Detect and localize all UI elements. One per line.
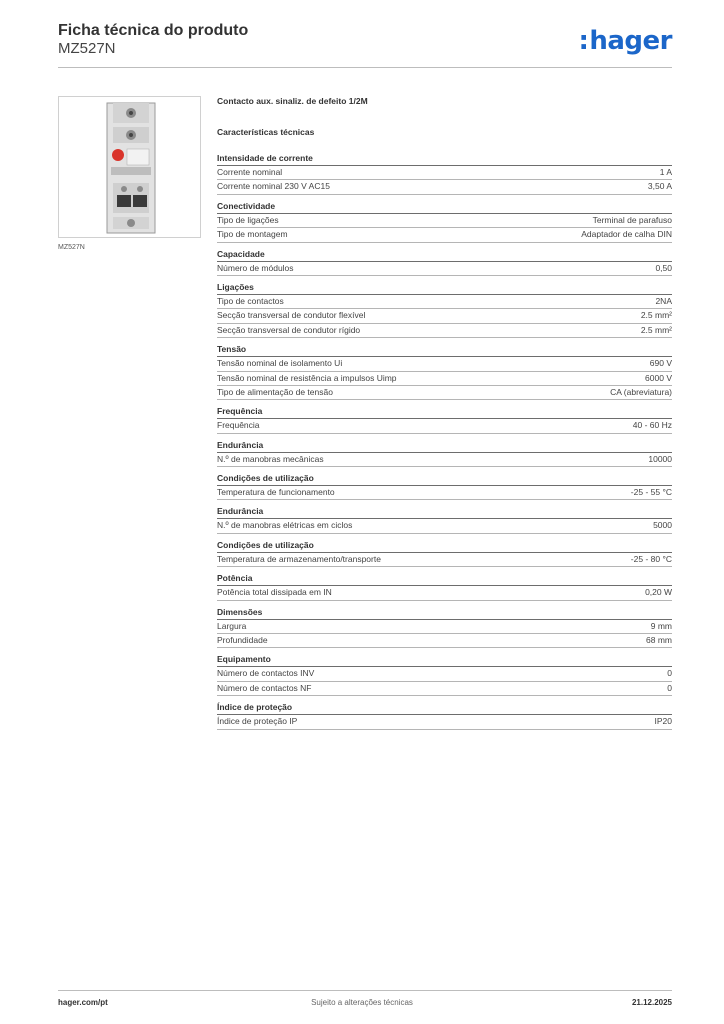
spec-label: Corrente nominal 230 V AC15 <box>217 181 330 192</box>
spec-value: 0 <box>667 668 672 679</box>
spec-section <box>217 572 672 600</box>
spec-value: 68 mm <box>646 635 672 646</box>
spec-row <box>217 262 672 276</box>
spec-section <box>217 152 672 195</box>
spec-value: 2.5 mm² <box>640 310 672 321</box>
hager-logo: :hager <box>578 26 672 56</box>
spec-label: Secção transversal de condutor flexível <box>217 310 366 321</box>
section-heading: Equipamento <box>217 653 672 667</box>
spec-label: Largura <box>217 620 247 631</box>
spec-value: 0,50 <box>655 262 672 273</box>
page-title: Ficha técnica do produto <box>58 22 249 39</box>
spec-row <box>217 180 672 194</box>
spec-label: Número de contactos NF <box>217 682 312 693</box>
spec-section <box>217 405 672 433</box>
spec-value: 2.5 mm² <box>640 324 672 335</box>
spec-section <box>217 248 672 276</box>
spec-section <box>217 472 672 500</box>
spec-value: -25 - 80 °C <box>630 553 672 564</box>
section-heading: Ligações <box>217 281 672 295</box>
section-heading: Condições de utilização <box>217 472 672 486</box>
spec-row <box>217 295 672 309</box>
spec-row <box>217 634 672 648</box>
spec-row <box>217 553 672 567</box>
spec-section <box>217 439 672 467</box>
characteristics-title: Características técnicas <box>217 127 315 137</box>
spec-label: Potência total dissipada em IN <box>217 587 332 598</box>
spec-value: IP20 <box>654 716 672 727</box>
page-header <box>58 20 672 68</box>
spec-value: 5000 <box>653 520 672 531</box>
spec-label: Frequência <box>217 420 260 431</box>
spec-label: Secção transversal de condutor rígido <box>217 324 361 335</box>
spec-value: CA (abreviatura) <box>610 386 672 397</box>
spec-row <box>217 214 672 228</box>
spec-label: Índice de proteção IP <box>217 716 298 727</box>
spec-label: N.º de manobras mecânicas <box>217 453 324 464</box>
spec-label: Tipo de ligações <box>217 214 279 225</box>
spec-label: Número de módulos <box>217 262 294 273</box>
spec-section <box>217 701 672 729</box>
section-heading: Dimensões <box>217 606 672 620</box>
spec-value: -25 - 55 °C <box>630 487 672 498</box>
spec-section <box>217 281 672 338</box>
spec-value: 3,50 A <box>647 181 672 192</box>
footer-date: 21.12.2025 <box>631 998 672 1007</box>
spec-label: Tipo de montagem <box>217 229 288 240</box>
section-heading: Endurância <box>217 505 672 519</box>
spec-row <box>217 419 672 433</box>
image-caption: MZ527N <box>58 244 85 251</box>
spec-row <box>217 586 672 600</box>
spec-label: Tipo de alimentação de tensão <box>217 386 333 397</box>
spec-row <box>217 166 672 180</box>
spec-sections <box>217 152 672 730</box>
product-illustration <box>59 97 200 237</box>
spec-value: 0,20 W <box>645 587 672 598</box>
spec-value: 10000 <box>648 453 672 464</box>
spec-row <box>217 715 672 729</box>
section-heading: Índice de proteção <box>217 701 672 715</box>
spec-row <box>217 486 672 500</box>
spec-section <box>217 653 672 696</box>
product-image <box>58 96 201 238</box>
spec-label: Tipo de contactos <box>217 295 284 306</box>
spec-row <box>217 228 672 242</box>
spec-row <box>217 682 672 696</box>
spec-section <box>217 200 672 243</box>
spec-row <box>217 357 672 371</box>
spec-section <box>217 505 672 533</box>
header-divider <box>58 67 672 68</box>
footer-note: Sujeito a alterações técnicas <box>311 998 413 1007</box>
spec-value: 1 A <box>659 167 672 177</box>
section-heading: Condições de utilização <box>217 539 672 553</box>
section-heading: Conectividade <box>217 200 672 214</box>
spec-row <box>217 519 672 533</box>
spec-label: N.º de manobras elétricas em ciclos <box>217 520 353 531</box>
spec-value: 2NA <box>655 295 672 306</box>
footer-divider <box>58 990 672 991</box>
section-heading: Frequência <box>217 405 672 419</box>
spec-label: Número de contactos INV <box>217 668 315 679</box>
section-heading: Capacidade <box>217 248 672 262</box>
section-heading: Tensão <box>217 343 672 357</box>
spec-row <box>217 453 672 467</box>
spec-label: Temperatura de armazenamento/transporte <box>217 553 381 564</box>
spec-row <box>217 667 672 681</box>
section-heading: Potência <box>217 572 672 586</box>
spec-section <box>217 606 672 649</box>
spec-row <box>217 309 672 323</box>
spec-row <box>217 372 672 386</box>
spec-row <box>217 386 672 400</box>
spec-value: 690 V <box>649 358 672 369</box>
spec-value: 9 mm <box>650 620 672 631</box>
footer-website[interactable]: hager.com/pt <box>58 998 108 1007</box>
spec-section <box>217 539 672 567</box>
section-heading: Intensidade de corrente <box>217 152 672 166</box>
specifications <box>217 94 672 735</box>
spec-section <box>217 343 672 400</box>
spec-label: Tensão nominal de isolamento Ui <box>217 358 343 369</box>
spec-value: Adaptador de calha DIN <box>581 229 672 240</box>
spec-label: Tensão nominal de resistência a impulsos Uimp <box>217 372 397 383</box>
spec-label: Profundidade <box>217 635 268 646</box>
product-code: MZ527N <box>58 40 116 57</box>
spec-label: Corrente nominal <box>217 167 283 177</box>
section-heading: Endurância <box>217 439 672 453</box>
spec-value: 6000 V <box>645 372 672 383</box>
spec-row <box>217 324 672 338</box>
spec-row <box>217 620 672 634</box>
spec-value: 0 <box>667 682 672 693</box>
spec-value: 40 - 60 Hz <box>632 420 672 431</box>
product-description: Contacto aux. sinaliz. de defeito 1/2M <box>217 96 368 106</box>
spec-value: Terminal de parafuso <box>592 214 672 225</box>
spec-label: Temperatura de funcionamento <box>217 487 335 498</box>
